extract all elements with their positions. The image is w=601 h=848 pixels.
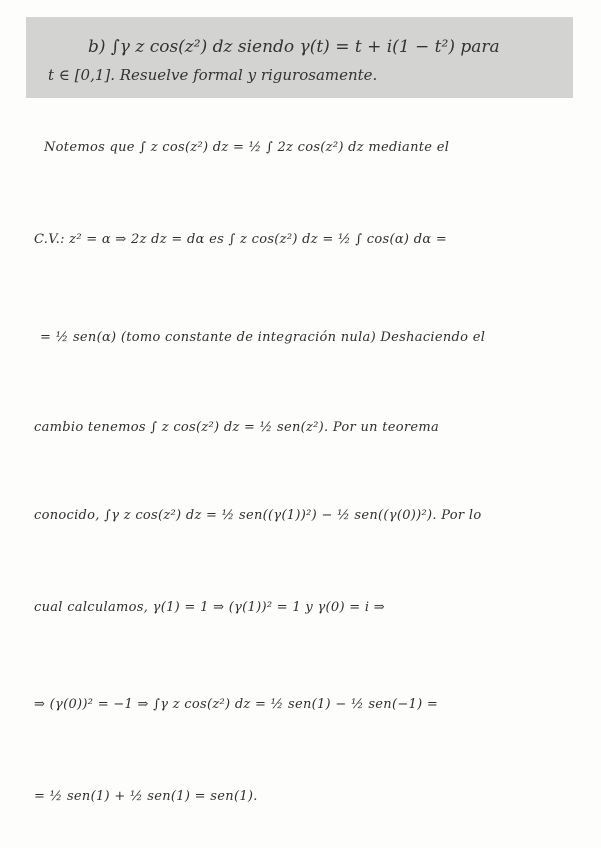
solution-line-4: cambio tenemos ∫ z cos(z²) dz = ½ sen(z²). Por un teorema xyxy=(34,420,440,435)
problem-statement-line-2: t ∈ [0,1]. Resuelve formal y rigurosamente. xyxy=(48,66,378,84)
problem-statement-line-1: b) ∫γ z cos(z²) dz siendo γ(t) = t + i(1 − t²) para xyxy=(88,37,500,57)
solution-line-1: Notemos que ∫ z cos(z²) dz = ½ ∫ 2z cos(z²) dz mediante el xyxy=(44,140,450,155)
solution-line-5: conocido, ∫γ z cos(z²) dz = ½ sen((γ(1))²) − ½ sen((γ(0))²). Por lo xyxy=(34,508,482,523)
solution-line-6: cual calculamos, γ(1) = 1 ⇒ (γ(1))² = 1 y γ(0) = i ⇒ xyxy=(34,600,386,615)
solution-line-3: = ½ sen(α) (tomo constante de integración nula) Deshaciendo el xyxy=(40,330,486,345)
problem-statement-box xyxy=(26,17,573,98)
solution-line-2: C.V.: z² = α ⇒ 2z dz = dα es ∫ z cos(z²) dz = ½ ∫ cos(α) dα = xyxy=(34,232,448,247)
solution-line-7: ⇒ (γ(0))² = −1 ⇒ ∫γ z cos(z²) dz = ½ sen(1) − ½ sen(−1) = xyxy=(34,697,439,712)
solution-line-8: = ½ sen(1) + ½ sen(1) = sen(1). xyxy=(34,789,258,804)
